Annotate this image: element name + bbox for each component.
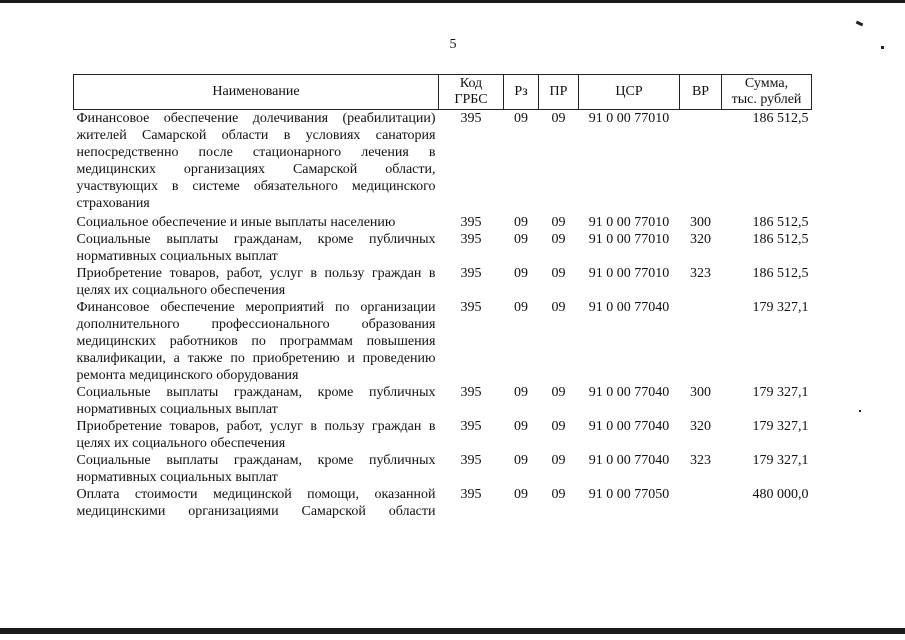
row-pr: 09 bbox=[551, 232, 566, 247]
row-sum: 186 512,5 bbox=[752, 215, 809, 230]
row-grbs: 395 bbox=[460, 419, 482, 434]
row-rz: 09 bbox=[514, 300, 528, 315]
row-csr: 91 0 00 77040 bbox=[588, 453, 670, 468]
scan-speck bbox=[881, 46, 884, 49]
table-row bbox=[74, 418, 812, 452]
row-rz: 09 bbox=[514, 215, 528, 230]
table-row bbox=[74, 265, 812, 299]
row-grbs: 395 bbox=[460, 111, 482, 126]
row-vr: 323 bbox=[690, 453, 711, 468]
table-row bbox=[74, 299, 812, 384]
row-csr: 91 0 00 77040 bbox=[588, 385, 670, 400]
row-pr: 09 bbox=[551, 300, 566, 315]
row-csr: 91 0 00 77050 bbox=[588, 487, 670, 502]
row-csr: 91 0 00 77040 bbox=[588, 300, 670, 315]
header-grbs: Код ГРБС bbox=[439, 75, 504, 110]
row-pr: 09 bbox=[551, 419, 566, 434]
row-pr: 09 bbox=[551, 111, 566, 126]
header-pr: ПР bbox=[539, 75, 579, 110]
row-rz: 09 bbox=[514, 385, 528, 400]
row-name: Приобретение товаров, работ, услуг в пользу граждан в целях их социального обеспечения bbox=[76, 266, 436, 298]
row-grbs: 395 bbox=[460, 232, 482, 247]
budget-allocation-table bbox=[73, 74, 812, 520]
row-rz: 09 bbox=[514, 487, 528, 502]
header-name: Наименование bbox=[74, 75, 439, 110]
row-sum: 480 000,0 bbox=[752, 487, 809, 502]
row-name: Социальные выплаты гражданам, кроме публичных нормативных социальных выплат bbox=[76, 232, 436, 264]
row-pr: 09 bbox=[551, 453, 566, 468]
table-row bbox=[74, 384, 812, 418]
header-vr: ВР bbox=[680, 75, 722, 110]
row-rz: 09 bbox=[514, 232, 528, 247]
row-pr: 09 bbox=[551, 385, 566, 400]
row-vr: 320 bbox=[690, 419, 711, 434]
row-csr: 91 0 00 77010 bbox=[588, 266, 670, 281]
row-sum: 179 327,1 bbox=[752, 453, 809, 468]
row-rz: 09 bbox=[514, 111, 528, 126]
header-csr: ЦСР bbox=[579, 75, 680, 110]
row-grbs: 395 bbox=[460, 300, 482, 315]
row-grbs: 395 bbox=[460, 487, 482, 502]
row-name: Приобретение товаров, работ, услуг в пользу граждан в целях их социального обеспечения bbox=[76, 419, 436, 451]
row-sum: 186 512,5 bbox=[752, 232, 809, 247]
row-grbs: 395 bbox=[460, 453, 482, 468]
table-row bbox=[74, 110, 812, 213]
table-row bbox=[74, 212, 812, 231]
top-border-line bbox=[0, 0, 905, 3]
row-name: Финансовое обеспечение долечивания (реабилитации) жителей Самарской области в условиях санатория непосредственно после стационарного лечения в медицинских организациях Самарской области, участвующих в системе обязательного медицинского страхования bbox=[76, 111, 436, 211]
row-pr: 09 bbox=[551, 266, 566, 281]
row-sum: 186 512,5 bbox=[752, 266, 809, 281]
row-vr: 320 bbox=[690, 232, 711, 247]
row-csr: 91 0 00 77040 bbox=[588, 419, 670, 434]
row-sum: 179 327,1 bbox=[752, 419, 809, 434]
row-vr bbox=[680, 110, 722, 213]
row-rz: 09 bbox=[514, 419, 528, 434]
row-sum: 179 327,1 bbox=[752, 300, 809, 315]
row-grbs: 395 bbox=[460, 215, 482, 230]
row-vr: 300 bbox=[690, 385, 711, 400]
page-number: 5 bbox=[449, 37, 457, 52]
row-csr: 91 0 00 77010 bbox=[588, 232, 670, 247]
row-sum: 186 512,5 bbox=[752, 111, 809, 126]
scan-speck bbox=[859, 410, 861, 412]
row-sum: 179 327,1 bbox=[752, 385, 809, 400]
row-grbs: 395 bbox=[460, 266, 482, 281]
row-vr bbox=[680, 299, 722, 384]
table-row bbox=[74, 486, 812, 520]
row-vr bbox=[680, 486, 722, 520]
table-row bbox=[74, 452, 812, 486]
header-rz: Рз bbox=[504, 75, 539, 110]
row-vr: 300 bbox=[690, 215, 711, 230]
scan-speck bbox=[856, 21, 864, 27]
row-name: Оплата стоимости медицинской помощи, оказанной медицинскими организациями Самарской области bbox=[76, 487, 436, 519]
row-name: Финансовое обеспечение мероприятий по организации дополнительного профессионального образования медицинских работников по программам повышения квалификации, а также по приобретению и проведению ремонта медицинского оборудования bbox=[76, 300, 436, 383]
row-pr: 09 bbox=[551, 215, 566, 230]
row-vr: 323 bbox=[690, 266, 711, 281]
row-name: Социальное обеспечение и иные выплаты населению bbox=[76, 215, 396, 230]
table-header-row bbox=[74, 75, 812, 110]
row-csr: 91 0 00 77010 bbox=[588, 111, 670, 126]
row-pr: 09 bbox=[551, 487, 566, 502]
row-name: Социальные выплаты гражданам, кроме публичных нормативных социальных выплат bbox=[76, 385, 436, 417]
row-rz: 09 bbox=[514, 266, 528, 281]
header-sum: Сумма, тыс. рублей bbox=[722, 75, 812, 110]
row-grbs: 395 bbox=[460, 385, 482, 400]
row-rz: 09 bbox=[514, 453, 528, 468]
table-row bbox=[74, 231, 812, 265]
bottom-border-line bbox=[0, 628, 905, 634]
row-name: Социальные выплаты гражданам, кроме публичных нормативных социальных выплат bbox=[76, 453, 436, 485]
row-csr: 91 0 00 77010 bbox=[588, 215, 670, 230]
